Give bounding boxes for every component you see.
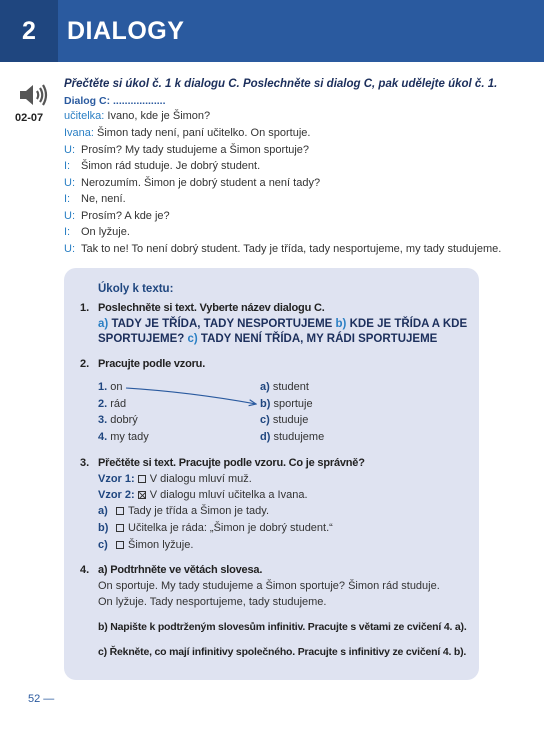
task-4-number: 4. (80, 564, 90, 576)
page-number: 52 — (28, 693, 55, 705)
task-2-number: 2. (80, 358, 90, 370)
tasks-title: Úkoly k textu: (98, 283, 174, 295)
speaker: U: (64, 144, 75, 156)
task-4c-text: c) Řekněte, co mají infinitivy společného. Pracujte s infinitivy ze cvičení 4. b). (98, 646, 467, 658)
line-text: Ne, není. (81, 193, 126, 205)
speaker: I: (64, 226, 71, 238)
speaker: U: (64, 210, 75, 222)
line-text: Tak to ne! To není dobrý student. Tady je třída, tady nesportujeme, my tady studujeme. (81, 243, 502, 255)
speaker: učitelka: (64, 110, 105, 122)
speaker: I: (64, 160, 71, 172)
match-left-item[interactable]: 2. rád (98, 398, 127, 410)
option-a[interactable]: TADY JE TŘÍDA, TADY NESPORTUJEME (111, 318, 333, 330)
line-text: Prosím? A kde je? (81, 210, 170, 222)
line-text: Nerozumím. Šimon je dobrý student a není tady? (81, 177, 321, 189)
checkbox-icon[interactable] (116, 524, 124, 532)
chapter-title: DIALOGY (67, 16, 185, 45)
task-4a-line[interactable]: On sportuje. My tady studujeme a Šimon sportuje? Šimon rád studuje. (98, 580, 440, 592)
option-b[interactable]: KDE JE TŘÍDA A KDE (349, 318, 468, 330)
task-3-item: c) Šimon lyžuje. (98, 539, 194, 551)
match-right-item[interactable]: d) studujeme (260, 431, 325, 443)
task-3-item: a) Tady je třída a Šimon je tady. (98, 505, 270, 517)
checkbox-icon[interactable] (116, 507, 124, 515)
checked-checkbox-icon[interactable] (138, 491, 146, 499)
option-b-letter: b) (335, 318, 347, 330)
checkbox-icon[interactable] (138, 475, 146, 483)
speaker: U: (64, 243, 75, 255)
match-left-item[interactable]: 4. my tady (98, 431, 149, 443)
track-number: 02-07 (15, 112, 44, 124)
line-text: Šimon tady není, paní učitelko. On sportuje. (97, 127, 311, 139)
task-4a-text: a) Podtrhněte ve větách slovesa. (98, 564, 263, 576)
option-a-letter: a) (98, 318, 109, 330)
match-right-item[interactable]: b) sportuje (260, 398, 313, 410)
match-left-item[interactable]: 3. dobrý (98, 414, 138, 426)
task-4a-line[interactable]: On lyžuje. Tady nesportujeme, tady studujeme. (98, 596, 327, 608)
match-right-item[interactable]: a) student (260, 381, 309, 393)
task-2-text: Pracujte podle vzoru. (98, 358, 206, 370)
line-text: Šimon rád studuje. Je dobrý student. (81, 160, 261, 172)
option-c[interactable]: TADY NENÍ TŘÍDA, MY RÁDI SPORTUJEME (200, 333, 438, 345)
dialog-label: Dialog C: .................. (64, 95, 166, 107)
task-1-text: Poslechněte si text. Vyberte název dialogu C. (98, 302, 325, 314)
vzor-2: Vzor 2: V dialogu mluví učitelka a Ivana. (98, 489, 308, 501)
vzor-1: Vzor 1: V dialogu mluví muž. (98, 473, 252, 485)
speaker: U: (64, 177, 75, 189)
instruction: Přečtěte si úkol č. 1 k dialogu C. Poslechněte si dialog C, pak udělejte úkol č. 1. (64, 78, 498, 90)
task-4b-text: b) Napište k podtrženým slovesům infinitiv. Pracujte s větami ze cvičení 4. a). (98, 621, 467, 633)
task-3-number: 3. (80, 457, 90, 469)
option-c-letter: c) (187, 333, 198, 345)
line-text: On lyžuje. (81, 226, 130, 238)
option-b-cont[interactable]: SPORTUJEME? (98, 333, 185, 345)
checkbox-icon[interactable] (116, 541, 124, 549)
chapter-number: 2 (0, 0, 58, 62)
task-1-number: 1. (80, 302, 90, 314)
speaker: Ivana: (64, 127, 94, 139)
match-right-item[interactable]: c) studuje (260, 414, 309, 426)
speaker: I: (64, 193, 71, 205)
match-left-item[interactable]: 1. on (98, 381, 123, 393)
line-text: Prosím? My tady studujeme a Šimon sportuje? (81, 144, 310, 156)
task-3-text: Přečtěte si text. Pracujte podle vzoru. Co je správně? (98, 457, 365, 469)
line-text: Ivano, kde je Šimon? (107, 110, 211, 122)
task-3-item: b) Učitelka je ráda: „Šimon je dobrý student.“ (98, 522, 333, 534)
